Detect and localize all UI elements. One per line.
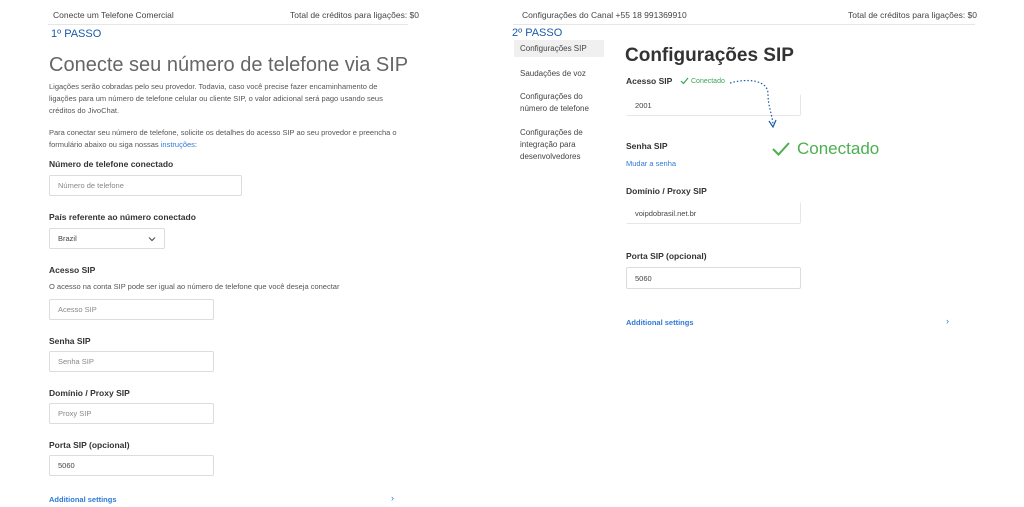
connected-callout-text: Conectado (797, 139, 880, 158)
check-icon (680, 77, 689, 85)
domain-proxy-label: Domínio / Proxy SIP (49, 388, 130, 398)
right-sip-access-label: Acesso SIP (626, 76, 673, 86)
sip-port-label: Porta SIP (opcional) (49, 440, 130, 450)
chevron-right-icon[interactable]: › (946, 316, 949, 326)
country-select[interactable] (49, 228, 165, 249)
sip-port-input[interactable]: 5060 (49, 455, 214, 476)
domain-proxy-input[interactable]: Proxy SIP (49, 403, 214, 424)
chevron-down-icon (148, 236, 156, 242)
sip-password-input[interactable]: Senha SIP (49, 351, 214, 372)
right-additional-settings-link[interactable]: Additional settings (626, 318, 694, 327)
chevron-right-icon[interactable]: › (391, 493, 394, 503)
check-icon (771, 141, 791, 157)
right-topbar-divider (513, 24, 975, 25)
right-sip-password-label: Senha SIP (626, 141, 668, 151)
change-password-link[interactable]: Mudar a senha (626, 159, 677, 168)
phone-number-input[interactable]: Número de telefone (49, 175, 242, 196)
annotation-arrow (728, 78, 780, 132)
instructions-paragraph: Para conectar seu número de telefone, solicite os detalhes do acesso SIP ao seu provedor e preencha o formulário abaixo ou siga nossas instruções: (49, 128, 397, 149)
country-select-value: Brazil (58, 234, 77, 243)
right-sip-port-label: Porta SIP (opcional) (626, 251, 707, 261)
left-topbar-title: Conecte um Telefone Comercial (53, 10, 174, 20)
sidebar-item-phone-number-settings[interactable]: Configurações do número de telefone (520, 92, 589, 113)
sidebar-item-voice-greetings[interactable]: Saudações de voz (520, 69, 586, 78)
sidebar-item-sip-settings[interactable]: Configurações SIP (514, 40, 604, 57)
right-topbar-credits: Total de créditos para ligações: $0 (848, 10, 977, 20)
sidebar-item-developer-integration[interactable]: Configurações de integração para desenvolvedores (520, 128, 583, 161)
step-1-label: 1º PASSO (51, 28, 102, 40)
sip-access-hint: O acesso na conta SIP pode ser igual ao número de telefone que você deseja conectar (49, 282, 340, 291)
left-page-title: Conecte seu número de telefone via SIP (49, 54, 409, 76)
sip-password-label: Senha SIP (49, 336, 91, 346)
billing-info-paragraph: Ligações serão cobradas pelo seu provedor. Todavia, caso você precise fazer encaminhamento de ligações para um número de telefone celular ou cliente SIP, o valor adicional será pago usando seus créditos do JivoChat. (49, 82, 383, 115)
right-domain-proxy-label: Domínio / Proxy SIP (626, 186, 707, 196)
left-topbar-divider (48, 24, 408, 25)
sip-access-status (680, 77, 725, 85)
sip-access-status-text: Conectado (691, 77, 725, 85)
sip-access-label: Acesso SIP (49, 265, 96, 275)
right-sip-access-input[interactable]: 2001 (626, 94, 801, 116)
phone-number-label: Número de telefone conectado (49, 159, 174, 169)
right-page-title: Configurações SIP (625, 45, 794, 66)
right-topbar-title: Configurações do Canal +55 18 991369910 (522, 10, 687, 20)
right-sip-port-input[interactable]: 5060 (626, 267, 801, 289)
left-additional-settings-link[interactable]: Additional settings (49, 495, 117, 504)
left-topbar-credits: Total de créditos para ligações: $0 (290, 10, 419, 20)
step-2-label: 2º PASSO (512, 27, 563, 39)
instructions-link[interactable]: instruções (160, 140, 195, 149)
right-domain-proxy-input[interactable]: voipdobrasil.net.br (626, 202, 801, 224)
connected-callout (771, 139, 879, 159)
country-label: País referente ao número conectado (49, 212, 196, 222)
sip-access-input[interactable]: Acesso SIP (49, 299, 214, 320)
